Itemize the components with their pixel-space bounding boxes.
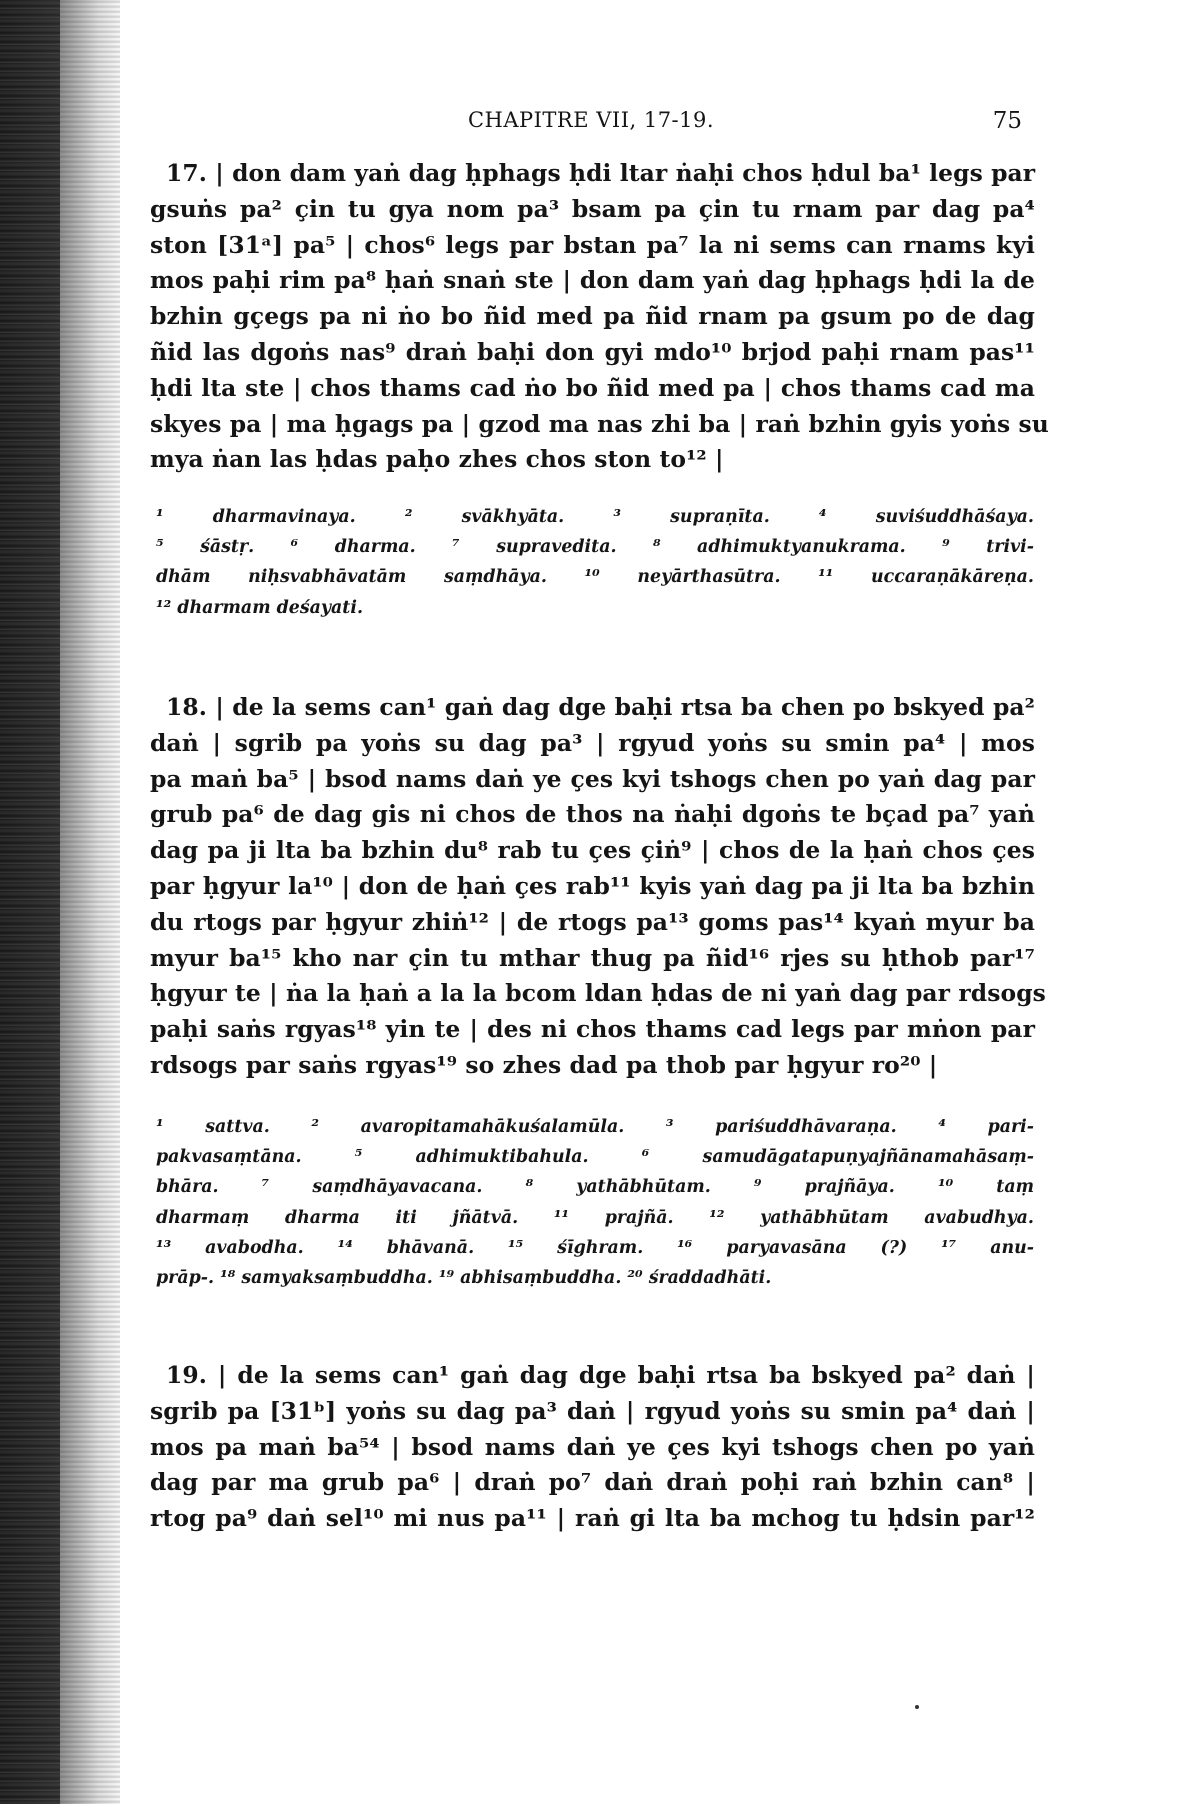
footnote-line: ¹ dharmavinaya. ² svākhyāta. ³ supraṇīta. ⁴ suviśuddhāśaya.: [156, 507, 1034, 527]
footnotes-18: [156, 1112, 1034, 1293]
scan-speck: [915, 1705, 919, 1709]
text-line: mos pa maṅ ba⁵⁴ | bsod nams daṅ ye çes kyi tshogs chen po yaṅ: [150, 1432, 1035, 1461]
text-line: dag par ma grub pa⁶ | draṅ po⁷ daṅ draṅ poḥi raṅ bzhin can⁸ |: [150, 1468, 1035, 1497]
page-header: [150, 108, 1032, 144]
footnote-line: pakvasaṃtāna. ⁵ adhimuktibahula. ⁶ samudāgatapuṇyajñānamahāsaṃ-: [156, 1147, 1034, 1168]
text-line: ḥgyur te | ṅa la ḥaṅ a la la bcom ldan ḥdas de ni yaṅ dag par rdsogs: [150, 979, 1046, 1008]
text-line: ḥdi lta ste | chos thams cad ṅo bo ñid med pa | chos thams cad ma: [150, 373, 1035, 402]
text-line: ñid las dgoṅs nas⁹ draṅ baḥi don gyi mdo¹⁰ brjod paḥi rnam pas¹¹: [150, 337, 1035, 366]
text-line: 17. | don dam yaṅ dag ḥphags ḥdi ltar ṅaḥi chos ḥdul ba¹ legs par: [166, 159, 1036, 187]
footnote-line: ¹² dharmam deśayati.: [156, 597, 363, 618]
text-line: daṅ | sgrib pa yoṅs su dag pa³ | rgyud yoṅs su smin pa⁴ | mos: [150, 728, 1035, 757]
text-line: gsuṅs pa² çin tu gya nom pa³ bsam pa çin tu rnam par dag pa⁴: [150, 194, 1035, 223]
scan-shadow-edge-inner: [0, 0, 60, 1804]
text-line: du rtogs par ḥgyur zhiṅ¹² | de rtogs pa¹³ goms pas¹⁴ kyaṅ myur ba: [150, 907, 1035, 936]
text-line: mos paḥi rim pa⁸ ḥaṅ snaṅ ste | don dam yaṅ dag ḥphags ḥdi la de: [150, 266, 1035, 295]
text-line: skyes pa | ma ḥgags pa | gzod ma nas zhi ba | raṅ bzhin gyis yoṅs su: [150, 409, 1049, 438]
text-line: pa maṅ ba⁵ | bsod nams daṅ ye çes kyi tshogs chen po yaṅ dag par: [150, 764, 1035, 793]
footnote-line: ⁵ śāstṛ. ⁶ dharma. ⁷ supravedita. ⁸ adhimuktyanukrama. ⁹ trivi-: [156, 537, 1034, 558]
page-number: 75: [992, 108, 1022, 134]
footnote-line: ¹ sattva. ² avaropitamahākuśalamūla. ³ pariśuddhāvaraṇa. ⁴ pari-: [156, 1117, 1034, 1137]
text-line: mya ṅan las ḥdas paḥo zhes chos ston to¹² |: [150, 445, 724, 474]
footnotes-17: [156, 502, 1034, 623]
text-line: 18. | de la sems can¹ gaṅ dag dge baḥi rtsa ba chen po bskyed pa²: [166, 693, 1035, 721]
footnote-line: bhāra. ⁷ saṃdhāyavacana. ⁸ yathābhūtam. ⁹ prajñāya. ¹⁰ taṃ: [156, 1177, 1034, 1198]
text-line: myur ba¹⁵ kho nar çin tu mthar thug pa ñid¹⁶ rjes su ḥthob par¹⁷: [150, 943, 1035, 972]
text-line: par ḥgyur la¹⁰ | don de ḥaṅ çes rab¹¹ kyis yaṅ dag pa ji lta ba bzhin: [150, 871, 1035, 900]
text-line: 19. | de la sems can¹ gaṅ dag dge baḥi rtsa ba bskyed pa² daṅ |: [166, 1361, 1035, 1389]
text-line: dag pa ji lta ba bzhin du⁸ rab tu çes çiṅ⁹ | chos de la ḥaṅ chos çes: [150, 836, 1035, 865]
text-line: grub pa⁶ de dag gis ni chos de thos na ṅaḥi dgoṅs te bçad pa⁷ yaṅ: [150, 800, 1035, 829]
text-line: bzhin gçegs pa ni ṅo bo ñid med pa ñid rnam pa gsum po de dag: [150, 302, 1035, 331]
paragraph-18: [150, 690, 1046, 1084]
footnote-line: dharmaṃ dharma iti jñātvā. ¹¹ prajñā. ¹² yathābhūtam avabudhya.: [156, 1207, 1034, 1228]
text-line: sgrib pa [31ᵇ] yoṅs su dag pa³ daṅ | rgyud yoṅs su smin pa⁴ daṅ |: [150, 1396, 1035, 1425]
paragraph-17: [150, 156, 1049, 478]
text-line: rdsogs par saṅs rgyas¹⁹ so zhes dad pa thob par ḥgyur ro²⁰ |: [150, 1050, 938, 1079]
footnote-line: ¹³ avabodha. ¹⁴ bhāvanā. ¹⁵ śīghram. ¹⁶ paryavasāna (?) ¹⁷ anu-: [156, 1237, 1034, 1258]
footnote-line: prāp-. ¹⁸ samyaksaṃbuddha. ¹⁹ abhisaṃbuddha. ²⁰ śraddadhāti.: [156, 1268, 772, 1289]
text-line: ston [31ᵃ] pa⁵ | chos⁶ legs par bstan pa⁷ la ni sems can rnams kyi: [150, 230, 1035, 259]
running-title: CHAPITRE VII, 17-19.: [467, 108, 715, 132]
text-line: rtog pa⁹ daṅ sel¹⁰ mi nus pa¹¹ | raṅ gi lta ba mchog tu ḥdsin par¹²: [150, 1504, 1035, 1533]
paragraph-19: [150, 1358, 1035, 1537]
text-line: paḥi saṅs rgyas¹⁸ yin te | des ni chos thams cad legs par mṅon par: [150, 1015, 1035, 1044]
footnote-line: dhām niḥsvabhāvatām saṃdhāya. ¹⁰ neyārthasūtra. ¹¹ uccaraṇākāreṇa.: [156, 567, 1034, 588]
